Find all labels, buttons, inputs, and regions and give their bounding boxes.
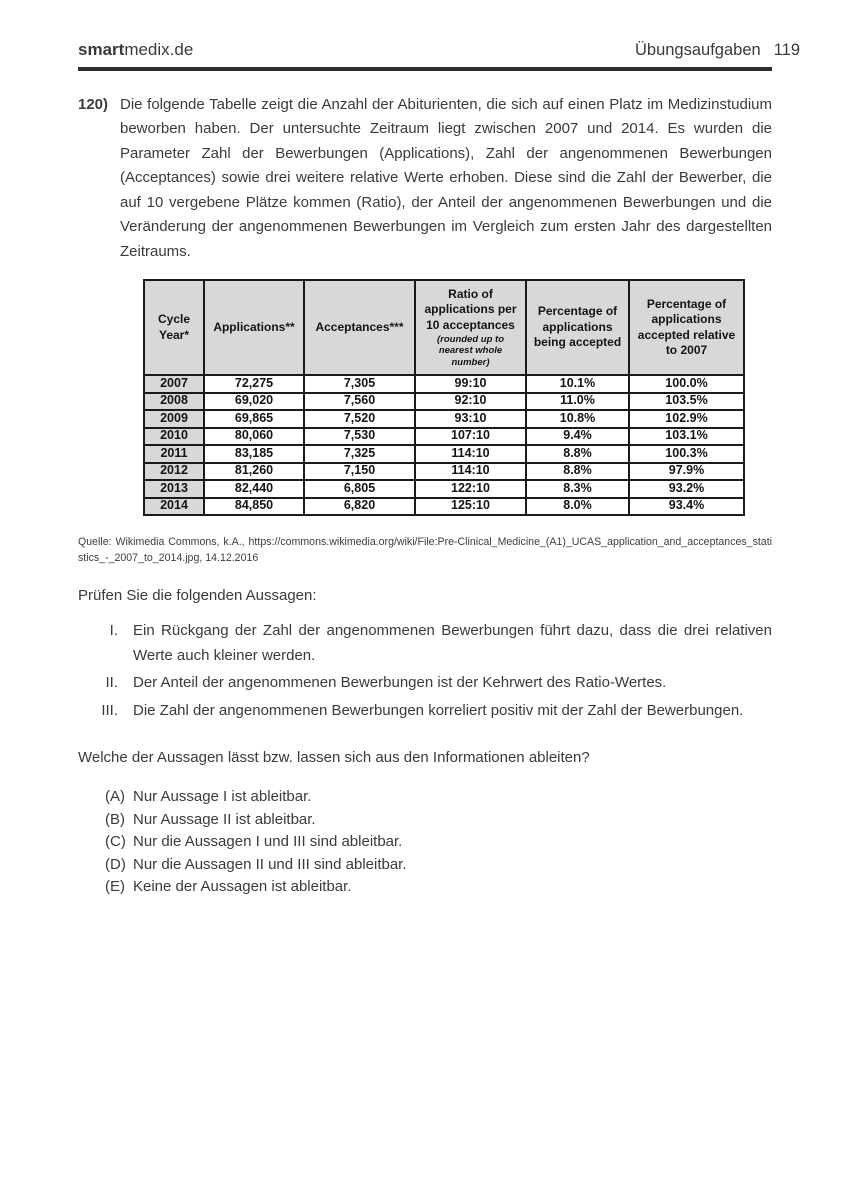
cell-value: 80,060 [204,428,304,446]
cell-value: 92:10 [415,393,526,411]
table-header-note: (rounded up to nearest whole number) [436,333,504,368]
statement-text: Ein Rückgang der Zahl der angenommenen Bewerbungen führt dazu, dass die drei relativen Werte auch kleiner werden. [133,622,772,664]
cell-value: 114:10 [415,463,526,481]
cell-value: 107:10 [415,428,526,446]
cell-value: 83,185 [204,445,304,463]
cell-value: 93.4% [629,498,744,516]
table-row [144,428,744,446]
statement-numeral: II. [105,674,118,691]
cell-value: 6,820 [304,498,415,516]
cell-value: 84,850 [204,498,304,516]
section-title: Übungsaufgaben [634,41,761,59]
option-e [105,876,772,899]
brand-rest: medix.de [124,40,194,59]
cell-value: 69,865 [204,410,304,428]
cell-value: 6,805 [304,480,415,498]
statement-item-2 [98,671,772,696]
cell-value: 8.3% [526,480,629,498]
statement-text: Der Anteil der angenommenen Bewerbungen ist der Kehrwert des Ratio-Wertes. [133,674,667,691]
statement-text: Die Zahl der angenommenen Bewerbungen korreliert positiv mit der Zahl der Bewerbungen. [133,701,744,719]
cell-value: 7,520 [304,410,415,428]
cell-value: 8.0% [526,498,629,516]
cell-value: 114:10 [415,445,526,463]
table-row [144,463,744,481]
table-row [144,393,744,411]
option-label: (A) [105,788,125,805]
cell-value: 10.8% [526,410,629,428]
cell-value: 93.2% [629,480,744,498]
statement-item-3 [98,699,772,724]
statement-numeral: III. [101,701,118,719]
cell-value: 8.8% [526,463,629,481]
cell-value: 7,560 [304,393,415,411]
header-rule [78,67,772,71]
cell-cycle-year: 2013 [144,480,204,498]
option-text: Nur die Aussagen I und III sind ableitbar. [133,833,403,851]
table-header-col-2: Applications** [204,280,304,375]
statistics-table [143,279,745,516]
cell-cycle-year: 2012 [144,463,204,481]
page-header [78,40,800,60]
option-text: Nur Aussage I ist ableitbar. [133,788,312,805]
cell-cycle-year: 2010 [144,428,204,446]
option-label: (B) [105,810,125,828]
cell-value: 97.9% [629,463,744,481]
brand-logo [78,40,193,60]
table-header-col-1: Cycle Year* [144,280,204,375]
table-row [144,445,744,463]
cell-cycle-year: 2011 [144,445,204,463]
cell-value: 81,260 [204,463,304,481]
option-text: Nur die Aussagen II und III sind ableitbar. [133,855,407,873]
table-header-col-6: Percentage of applications accepted relative to 2007 [629,280,744,375]
option-a [105,786,772,809]
table-header-col-5: Percentage of applications being accepted [526,280,629,375]
cell-cycle-year: 2009 [144,410,204,428]
statements-list [98,619,772,723]
cell-value: 72,275 [204,375,304,393]
cell-value: 10.1% [526,375,629,393]
cell-value: 100.0% [629,375,744,393]
option-text: Nur Aussage II ist ableitbar. [133,810,316,828]
option-label: (D) [105,855,126,873]
cell-value: 7,305 [304,375,415,393]
table-row [144,375,744,393]
cell-value: 100.3% [629,445,744,463]
table-row [144,498,744,516]
table-header-col-3: Acceptances*** [304,280,415,375]
cell-cycle-year: 2014 [144,498,204,516]
statement-numeral: I. [109,622,118,639]
source-citation: Quelle: Wikimedia Commons, k.A., https://commons.wikimedia.org/wiki/File:Pre-Clinical_Medicine_(A1)_UCAS_application_and_acceptances_statistics_-_2007_to_2014.jpg, 14.12.2016 [78,536,772,564]
statement-item-1 [98,619,772,668]
cell-value: 103.1% [629,428,744,446]
cell-value: 69,020 [204,393,304,411]
option-label: (C) [105,833,126,851]
cell-value: 8.8% [526,445,629,463]
question-number: 120) [78,95,109,113]
statements-intro: Prüfen Sie die folgenden Aussagen: [78,587,317,604]
option-text: Keine der Aussagen ist ableitbar. [133,878,352,896]
table-header-col-4: Ratio of applications per 10 acceptances (rounded up to nearest whole number) [415,280,526,375]
table-header-row [144,280,744,375]
option-label: (E) [105,878,125,896]
cell-value: 9.4% [526,428,629,446]
cell-value: 102.9% [629,410,744,428]
question-prompt: Welche der Aussagen lässt bzw. lassen sich aus den Informationen ableiten? [78,749,590,766]
cell-value: 7,530 [304,428,415,446]
table-head [144,280,744,375]
option-b [105,809,772,832]
header-right [635,41,800,60]
cell-value: 122:10 [415,480,526,498]
cell-cycle-year: 2007 [144,375,204,393]
page-number: 119 [773,41,800,59]
cell-cycle-year: 2008 [144,393,204,411]
table-body [144,375,744,515]
table-row [144,480,744,498]
cell-value: 7,325 [304,445,415,463]
question-text: Die folgende Tabelle zeigt die Anzahl der Abiturienten, die sich auf einen Platz im Medizinstudium beworben haben. Der untersuchte Zeitraum liegt zwischen 2007 und 2014. Es wurden die Parameter Zahl der Bewerbungen (Applications), Zahl der angenommenen Bewerbungen (Acceptances) sowie drei weitere relative Werte erhoben. Diese sind die Zahl der Bewerber, die auf 10 vergebene Plätze kommen (Ratio), der Anteil der angenommenen Bewerbungen und die Veränderung der angenommenen Bewerbungen im Vergleich zum ersten Jahr des dargestellten Zeitraums. [120,95,772,260]
cell-value: 125:10 [415,498,526,516]
option-c [105,831,772,854]
answer-options [105,786,772,899]
brand-bold: smart [78,40,125,59]
cell-value: 7,150 [304,463,415,481]
question-block [78,93,772,265]
cell-value: 99:10 [415,375,526,393]
table-row [144,410,744,428]
cell-value: 103.5% [629,393,744,411]
cell-value: 11.0% [526,393,629,411]
cell-value: 93:10 [415,410,526,428]
option-d [105,854,772,877]
cell-value: 82,440 [204,480,304,498]
